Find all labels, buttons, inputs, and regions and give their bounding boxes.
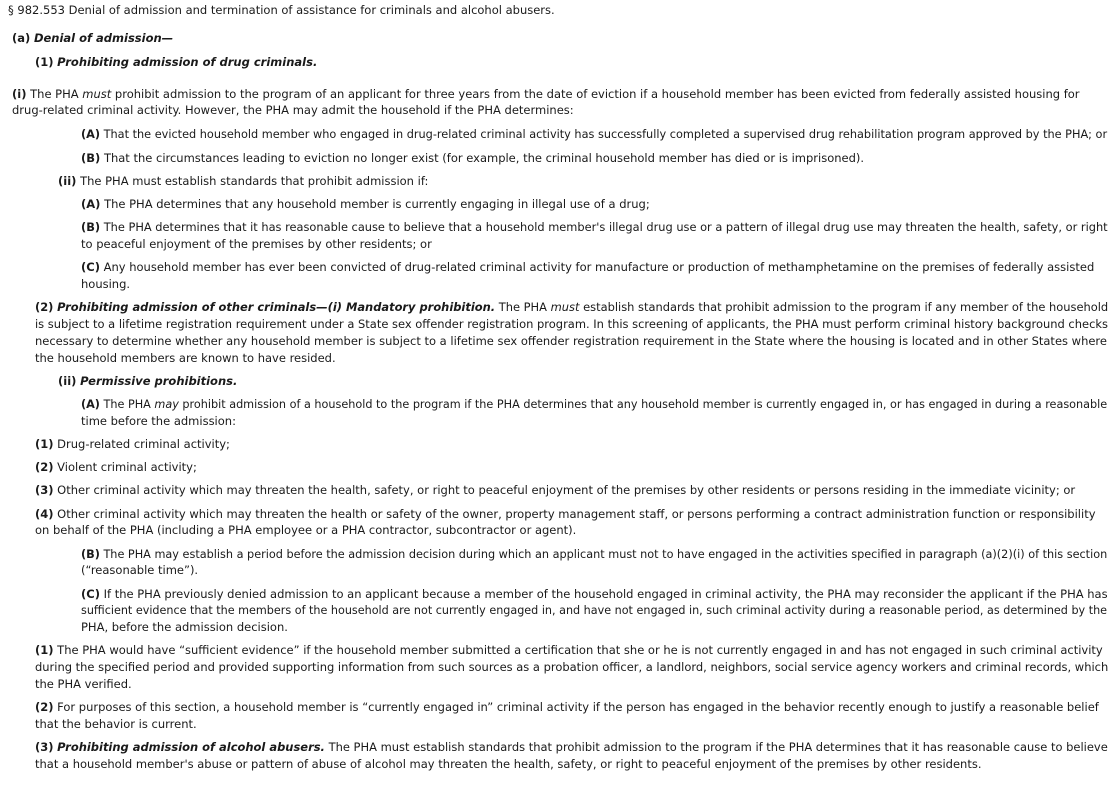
text-a1-i-3: drug-related criminal activity. However, the PHA may admit the household if the PHA determines: xyxy=(12,103,574,117)
label-a1-ii: (ii) xyxy=(58,174,77,188)
paragraph-a2-ii-C-line2 xyxy=(81,602,1107,619)
label-a1: (1) xyxy=(35,55,54,69)
paragraph-a1-i xyxy=(12,86,1080,103)
paragraph-a2-line3 xyxy=(35,333,1107,350)
paragraph-a3 xyxy=(35,739,1108,756)
list-item-1 xyxy=(35,436,230,453)
paragraph-a2 xyxy=(35,299,1108,316)
label-a3: (3) xyxy=(35,740,54,754)
text-a1-i-1: The PHA xyxy=(30,87,83,101)
paragraph-a2-ii-A-line2 xyxy=(81,413,236,430)
text-n4-1: Other criminal activity which may threaten the health or safety of the owner, property management staff, or persons performing a contract administration function or responsibility xyxy=(57,507,1096,521)
paragraph-a2-line2 xyxy=(35,316,1108,333)
text-n4-2: on behalf of the PHA (including a PHA employee or a PHA contractor, subcontractor or agent). xyxy=(35,523,577,537)
paragraph-a1-i-B xyxy=(81,150,864,167)
text-a2-2: establish standards that prohibit admission to the program if any member of the household xyxy=(579,300,1109,314)
paragraph-c1-line2 xyxy=(35,659,1108,676)
paragraph-a2-ii-C-line3 xyxy=(81,619,288,636)
paragraph-a2-ii-A xyxy=(81,396,1107,413)
paragraph-a3-line2 xyxy=(35,756,982,773)
list-item-3 xyxy=(35,482,1075,499)
emphasis-must-2: must xyxy=(550,300,580,314)
text-a2-5: the household members are known to have resided. xyxy=(35,351,336,365)
paragraph-a1-ii xyxy=(58,173,428,190)
label-n2: (2) xyxy=(35,460,54,474)
paragraph-a1-i-line2 xyxy=(12,102,574,119)
paragraph-c1-line3 xyxy=(35,676,132,693)
paragraph-c2-line2 xyxy=(35,716,197,733)
paragraph-a1-ii-C xyxy=(81,259,1094,276)
heading-a1: Prohibiting admission of drug criminals. xyxy=(57,55,318,69)
paragraph-c1 xyxy=(35,642,1103,659)
text-a1-ii-C-1: Any household member has ever been convicted of drug-related criminal activity for manufacture or production of methamphetamine on the premises of federally assisted xyxy=(103,260,1095,274)
label-a1-i-B: (B) xyxy=(81,151,101,165)
heading-a3: Prohibiting admission of alcohol abusers. xyxy=(57,740,325,754)
text-c2-2: that the behavior is current. xyxy=(35,717,197,731)
section-title-text: § 982.553 Denial of admission and termination of assistance for criminals and alcohol abusers. xyxy=(8,3,555,17)
label-a1-i-A: (A) xyxy=(81,128,101,141)
text-a3-2: that a household member's abuse or pattern of abuse of alcohol may threaten the health, safety, or right to peaceful enjoyment of the premises by other residents. xyxy=(35,757,982,771)
paragraph-a1 xyxy=(35,54,317,71)
label-a1-ii-A: (A) xyxy=(81,197,101,211)
label-a2-ii-C: (C) xyxy=(81,587,100,601)
text-a1-i-A: That the evicted household member who engaged in drug-related criminal activity has successfully completed a supervised drug rehabilitation program approved by the PHA; or xyxy=(103,128,1108,141)
paragraph-a1-ii-B xyxy=(81,219,1108,236)
text-a1-i-B: That the circumstances leading to eviction no longer exist (for example, the criminal household member has died or is imprisoned). xyxy=(103,151,865,165)
list-item-2 xyxy=(35,459,197,476)
text-a1-ii-B-1: The PHA determines that it has reasonable cause to believe that a household member's illegal drug use or a pattern of illegal drug use may threaten the health, safety, or right xyxy=(103,220,1108,234)
text-n3: Other criminal activity which may threaten the health, safety, or right to peaceful enjoyment of the premises by other residents or persons residing in the immediate vicinity; or xyxy=(57,483,1076,497)
label-a2-ii-B: (B) xyxy=(81,548,100,561)
label-c2: (2) xyxy=(35,700,54,714)
paragraph-a1-ii-B-line2 xyxy=(81,236,432,253)
label-a2-ii-A: (A) xyxy=(81,398,100,411)
heading-a2-ii: Permissive prohibitions. xyxy=(80,374,238,388)
label-n4: (4) xyxy=(35,507,54,521)
label-a1-ii-B: (B) xyxy=(81,220,101,234)
text-a3-1: The PHA must establish standards that prohibit admission to the program if the PHA determines that it has reasonable cause to believe xyxy=(324,740,1108,754)
text-c1-2: during the specified period and provided supporting information from such sources as a probation officer, a landlord, neighbors, social service agency workers and criminal records, which xyxy=(35,660,1109,674)
label-n3: (3) xyxy=(35,483,54,497)
paragraph-a xyxy=(12,30,173,47)
text-a2-ii-C-1: If the PHA previously denied admission to an applicant because a member of the household engaged in criminal activity, the PHA may reconsider the applicant if the PHA has xyxy=(103,587,1108,601)
text-a2-3: is subject to a lifetime registration requirement under a State sex offender registration program. In this screening of applicants, the PHA must perform criminal history background checks xyxy=(35,317,1108,331)
list-item-4 xyxy=(35,506,1096,523)
label-n1: (1) xyxy=(35,437,54,451)
section-title xyxy=(8,2,555,19)
text-a2-ii-B-1: The PHA may establish a period before the admission decision during which an applicant must not to have engaged in the activities specified in paragraph (a)(2)(i) of this section xyxy=(103,548,1108,561)
text-a2-1: The PHA xyxy=(495,300,551,314)
label-a1-ii-C: (C) xyxy=(81,260,100,274)
text-c1-1: The PHA would have “sufficient evidence” if the household member submitted a certification that she or he is not currently engaged in and has not engaged in such criminal activity xyxy=(57,643,1103,657)
text-a2-ii-A-1: The PHA xyxy=(103,398,155,411)
text-a1-ii: The PHA must establish standards that prohibit admission if: xyxy=(80,174,429,188)
paragraph-c2 xyxy=(35,699,1099,716)
text-a2-ii-C-2: sufficient evidence that the members of the household are not currently engaged in, and have not engaged in, such criminal activity during a reasonable period, as determined by the xyxy=(81,604,1108,617)
text-c1-3: the PHA verified. xyxy=(35,677,132,691)
label-a: (a) xyxy=(12,31,31,45)
paragraph-a2-ii-B-line2 xyxy=(81,562,198,579)
text-a1-ii-A: The PHA determines that any household member is currently engaging in illegal use of a drug; xyxy=(104,197,650,211)
paragraph-a2-line4 xyxy=(35,350,336,367)
paragraph-a2-ii-B xyxy=(81,546,1107,563)
text-c2-1: For purposes of this section, a household member is “currently engaged in” criminal activity if the person has engaged in the behavior recently enough to justify a reasonable belief xyxy=(57,700,1099,714)
text-n2: Violent criminal activity; xyxy=(57,460,197,474)
heading-a2: Prohibiting admission of other criminals—(i) Mandatory prohibition. xyxy=(57,300,496,314)
text-a2-ii-A-2: prohibit admission of a household to the program if the PHA determines that any household member is currently engaged in, or has engaged in during a reasonable xyxy=(178,398,1108,411)
text-a2-ii-B-2: (“reasonable time”). xyxy=(81,563,199,577)
label-a2-ii: (ii) xyxy=(58,374,77,388)
paragraph-a1-ii-C-line2 xyxy=(81,276,130,293)
list-item-4-line2 xyxy=(35,522,576,539)
heading-a: Denial of admission— xyxy=(33,31,174,45)
text-a1-i-2: prohibit admission to the program of an applicant for three years from the date of eviction if a household member has been evicted from federally assisted housing for xyxy=(111,87,1080,101)
text-a2-ii-A-3: time before the admission: xyxy=(81,414,236,428)
emphasis-must: must xyxy=(82,87,112,101)
text-n1: Drug-related criminal activity; xyxy=(57,437,230,451)
text-a1-ii-C-2: housing. xyxy=(81,277,131,291)
label-c1: (1) xyxy=(35,643,54,657)
paragraph-a2-ii-C xyxy=(81,586,1108,603)
paragraph-a2-ii xyxy=(58,373,237,390)
text-a1-ii-B-2: to peaceful enjoyment of the premises by other residents; or xyxy=(81,237,432,251)
label-a2: (2) xyxy=(35,300,54,314)
emphasis-may: may xyxy=(154,398,179,411)
text-a2-4: necessary to determine whether any household member is subject to a lifetime sex offender registration requirement in the State where the housing is located and in other States where xyxy=(35,334,1107,348)
text-a2-ii-C-3: PHA, before the admission decision. xyxy=(81,620,288,634)
paragraph-a1-i-A xyxy=(81,126,1107,143)
paragraph-a1-ii-A xyxy=(81,196,650,213)
label-a1-i: (i) xyxy=(12,87,27,101)
